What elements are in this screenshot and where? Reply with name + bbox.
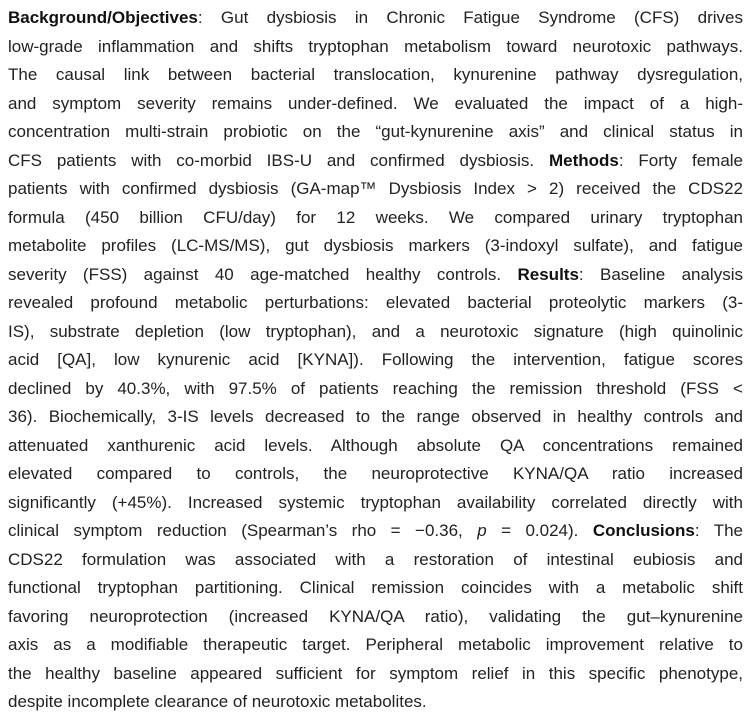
- text-line: [8, 574, 743, 603]
- text-run: severity (FSS) against 40 age-matched healthy controls.: [8, 264, 518, 284]
- text-run: CDS22 formulation was associated with a restoration of intestinal eubiosis and: [8, 549, 743, 569]
- text-run: low-grade inflammation and shifts tryptophan metabolism toward neurotoxic pathways.: [8, 36, 743, 56]
- text-run: p: [477, 521, 487, 540]
- text-run: acid [QA], low kynurenic acid [KYNA]). Following the intervention, fatigue scores: [8, 350, 743, 369]
- text-run: 36). Biochemically, 3-IS levels decreased to the range observed in healthy controls and: [8, 407, 743, 426]
- text-run: : The: [694, 521, 743, 540]
- text-run: functional tryptophan partitioning. Clinical remission coincides with a metabolic shift: [8, 578, 743, 597]
- text-run: significantly (+45%). Increased systemic tryptophan availability correlated directly with: [8, 492, 743, 512]
- text-line: [8, 175, 743, 204]
- text-run: favoring neuroprotection (increased KYNA/QA ratio), validating the gut–kynurenine: [8, 606, 743, 626]
- text-line: [8, 403, 743, 432]
- text-run: metabolite profiles (LC-MS/MS), gut dysbiosis markers (3-indoxyl sulfate), and fatigue: [8, 236, 743, 255]
- text-run: CFS patients with co-morbid IBS-U and confirmed dysbiosis.: [8, 150, 549, 170]
- text-line: [8, 688, 743, 717]
- text-line: [8, 61, 743, 90]
- section-heading: Background/Objectives: [8, 8, 198, 27]
- text-run: : Baseline analysis: [578, 264, 743, 284]
- text-line: [8, 460, 743, 489]
- text-run: clinical symptom reduction (Spearman’s rho = −0.36,: [8, 521, 478, 540]
- text-line: [8, 204, 743, 233]
- text-line: [8, 517, 743, 546]
- text-line: [8, 118, 743, 147]
- text-run: The causal link between bacterial translocation, kynurenine pathway dysregulation,: [8, 65, 743, 84]
- text-run: and symptom severity remains under-defined. We evaluated the impact of a high-: [8, 93, 743, 113]
- text-run: IS), substrate depletion (low tryptophan), and a neurotoxic signature (high quinolinic: [8, 321, 743, 341]
- text-run: despite incomplete clearance of neurotoxic metabolites.: [8, 692, 427, 711]
- text-run: patients with confirmed dysbiosis (GA-map™ Dysbiosis Index > 2) received the CDS22: [8, 179, 743, 198]
- section-heading: Results: [517, 264, 579, 284]
- section-heading: Conclusions: [592, 521, 695, 540]
- text-line: [8, 147, 743, 176]
- text-line: [8, 33, 743, 62]
- text-line: [8, 432, 743, 461]
- text-run: axis as a modifiable therapeutic target. Peripheral metabolic improvement relative to: [8, 635, 743, 654]
- text-line: [8, 318, 743, 347]
- text-run: revealed profound metabolic perturbations: elevated bacterial proteolytic markers (3-: [8, 293, 743, 312]
- text-run: the healthy baseline appeared sufficient for symptom relief in this specific phenotype,: [8, 663, 743, 683]
- text-run: = 0.024).: [486, 521, 593, 540]
- text-run: elevated compared to controls, the neuroprotective KYNA/QA ratio increased: [8, 464, 743, 483]
- text-run: attenuated xanthurenic acid levels. Although absolute QA concentrations remained: [8, 435, 743, 455]
- text-line: [8, 90, 743, 119]
- text-line: [8, 546, 743, 575]
- text-line: [8, 375, 743, 404]
- text-run: declined by 40.3%, with 97.5% of patients reaching the remission threshold (FSS <: [8, 378, 743, 398]
- text-run: : Gut dysbiosis in Chronic Fatigue Syndrome (CFS) drives: [197, 8, 743, 27]
- section-heading: Methods: [548, 150, 619, 170]
- text-run: : Forty female: [618, 150, 744, 170]
- text-line: [8, 289, 743, 318]
- text-line: [8, 631, 743, 660]
- text-run: formula (450 billion CFU/day) for 12 weeks. We compared urinary tryptophan: [8, 207, 743, 227]
- text-line: [8, 346, 743, 375]
- text-line: [8, 660, 743, 689]
- text-line: [8, 261, 743, 290]
- text-run: concentration multi-strain probiotic on the “gut-kynurenine axis” and clinical status in: [8, 122, 743, 141]
- text-line: [8, 4, 743, 33]
- text-line: [8, 232, 743, 261]
- text-line: [8, 603, 743, 632]
- text-line: [8, 489, 743, 518]
